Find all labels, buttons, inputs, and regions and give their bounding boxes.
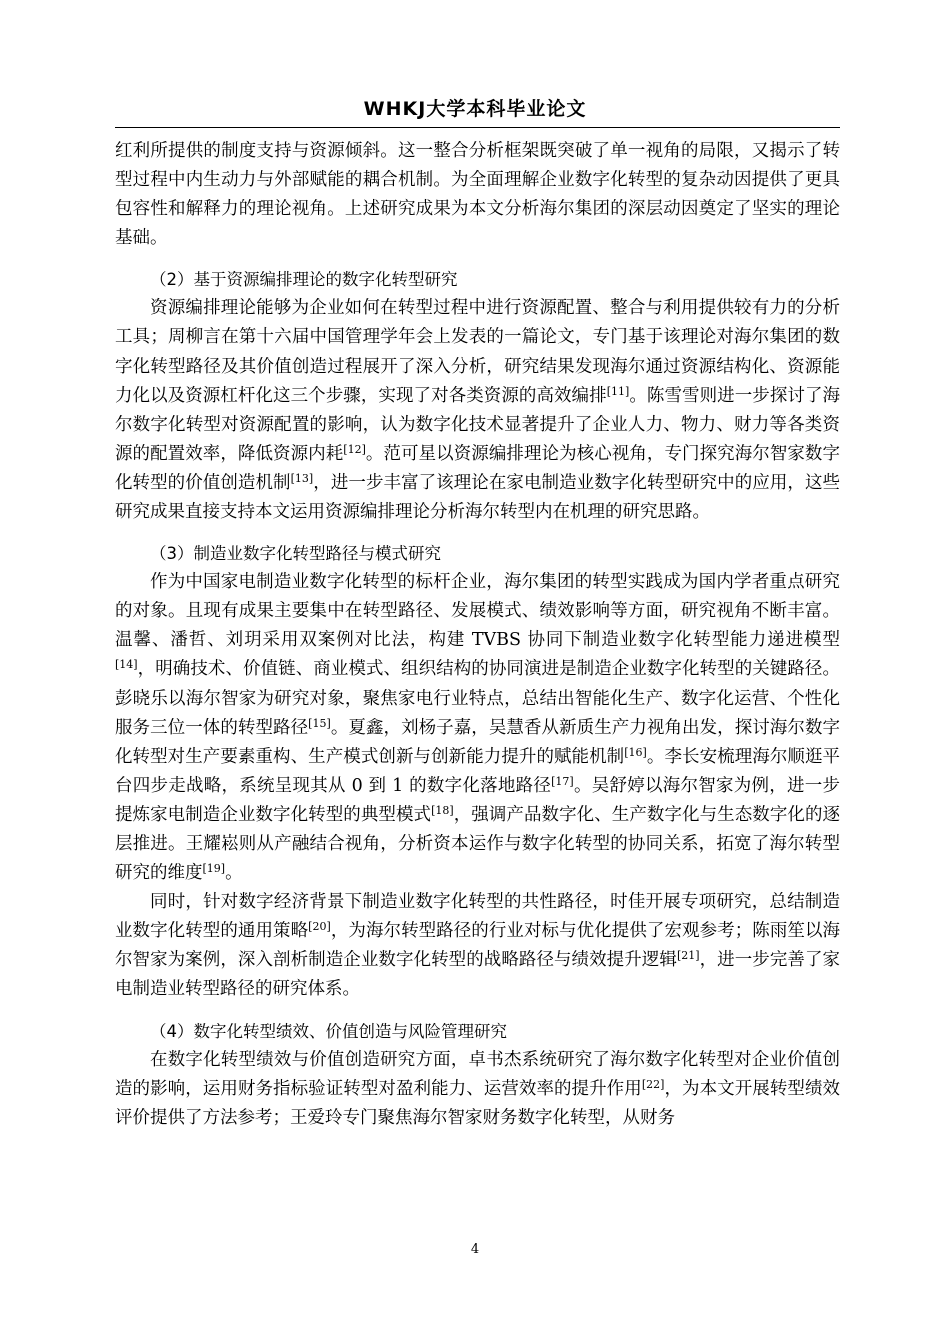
citation-ref: [15]	[308, 716, 331, 730]
citation-ref: [13]	[290, 471, 314, 485]
body-text	[115, 137, 840, 1133]
paragraph	[115, 568, 840, 888]
section-heading: （2）基于资源编排理论的数字化转型研究	[150, 270, 458, 290]
citation-ref: [20]	[308, 920, 331, 934]
text-run: 。陈雪雪则进一步探讨了海尔数字化转型对资源配置的影响，认为数字化技术显著提升了企业人力、物力、财力等各类资源的配置效率，降低资源内耗	[115, 385, 841, 464]
citation-ref: [11]	[606, 384, 630, 398]
text-run: ，为本文开展转型绩效评价提供了方法参考；王爱玲专门聚焦海尔智家财务数字化转型，从财务	[115, 1078, 841, 1128]
text-run: ，为海尔转型路径的行业对标与优化提供了宏观参考；陈雨笙以海尔智家为案例，深入剖析制造企业数字化转型的战略路径与绩效提升逻辑	[115, 921, 841, 971]
text-run: ，明确技术、价值链、商业模式、组织结构的协同演进是制造企业数字化转型的关键路径。彭晓乐以海尔智家为研究对象，聚焦家电行业特点，总结出智能化生产、数字化运营、个性化服务三位一体的转型路径	[115, 659, 840, 738]
text-run: 。吴舒婷以海尔智家为例，进一步提炼家电制造企业数字化转型的典型模式	[115, 775, 840, 825]
citation-ref: [12]	[343, 442, 366, 456]
text-run: ，进一步丰富了该理论在家电制造业数字化转型研究中的应用，这些研究成果直接支持本文运用资源编排理论分析海尔转型内在机理的研究思路。	[115, 472, 841, 523]
text-run: 。李长安梳理海尔顺逛平台四步走战略，系统呈现其从 0 到 1 的数字化落地路径	[115, 746, 841, 796]
text-run: ，进一步完善了家电制造业转型路径的研究体系。	[115, 950, 841, 1000]
paragraph	[115, 294, 840, 527]
page-header-title: WHKJ大学本科毕业论文	[363, 98, 587, 120]
paragraph	[115, 137, 840, 253]
citation-ref: [14]	[115, 658, 138, 672]
text-run: 作为中国家电制造业数字化转型的标杆企业，海尔集团的转型实践成为国内学者重点研究的对象。且现有成果主要集中在转型路径、发展模式、绩效影响等方面，研究视角不断丰富。温馨、潘哲、刘玥采用双案例对比法，构建 TVBS 协同下制造业数字化转型能力递进模型	[115, 572, 840, 651]
header-divider	[115, 127, 840, 128]
paragraph	[115, 1046, 840, 1133]
citation-ref: [21]	[676, 949, 700, 963]
text-run: 红利所提供的制度支持与资源倾斜。这一整合分析框架既突破了单一视角的局限，又揭示了转型过程中内生动力与外部赋能的耦合机制。为全面理解企业数字化转型的复杂动因提供了更具包容性和解释力的理论视角。上述研究成果为本文分析海尔集团的深层动因奠定了坚实的理论基础。	[115, 141, 840, 249]
text-run: 。范可星以资源编排理论为核心视角，专门探究海尔智家数字化转型的价值创造机制	[115, 443, 840, 493]
paragraph	[115, 888, 840, 1004]
section-heading: （3）制造业数字化转型路径与模式研究	[150, 544, 441, 564]
citation-ref: [22]	[641, 1077, 665, 1091]
text-run: 。夏鑫，刘杨子嘉，吴慧香从新质生产力视角出发，探讨海尔数字化转型对生产要素重构、生产模式创新与创新能力提升的赋能机制	[115, 717, 841, 767]
citation-ref: [16]	[624, 745, 647, 759]
text-run: 在数字化转型绩效与价值创造研究方面，卓书杰系统研究了海尔数字化转型对企业价值创造的影响，运用财务指标验证转型对盈利能力、运营效率的提升作用	[115, 1049, 840, 1099]
text-run: ，强调产品数字化、生产数字化与生态数字化的逐层推进。王耀崧则从产融结合视角，分析资本运作与数字化转型的协同关系，拓宽了海尔转型研究的维度	[115, 804, 841, 884]
citation-ref: [19]	[202, 862, 226, 876]
text-run: 资源编排理论能够为企业如何在转型过程中进行资源配置、整合与利用提供较有力的分析工具；周柳言在第十六届中国管理学年会上发表的一篇论文，专门基于该理论对海尔集团的数字化转型路径及其价值创造过程展开了深入分析，研究结果发现海尔通过资源结构化、资源能力化以及资源杠杆化这三个步骤，实现了对各类资源的高效编排	[115, 298, 840, 406]
text-run: 。	[225, 863, 243, 884]
citation-ref: [17]	[551, 774, 574, 788]
page-number: 4	[470, 1242, 480, 1257]
section-heading: （4）数字化转型绩效、价值创造与风险管理研究	[150, 1021, 507, 1041]
citation-ref: [18]	[431, 803, 454, 817]
text-run: 同时，针对数字经济背景下制造业数字化转型的共性路径，时佳开展专项研究，总结制造业数字化转型的通用策略	[115, 892, 840, 942]
